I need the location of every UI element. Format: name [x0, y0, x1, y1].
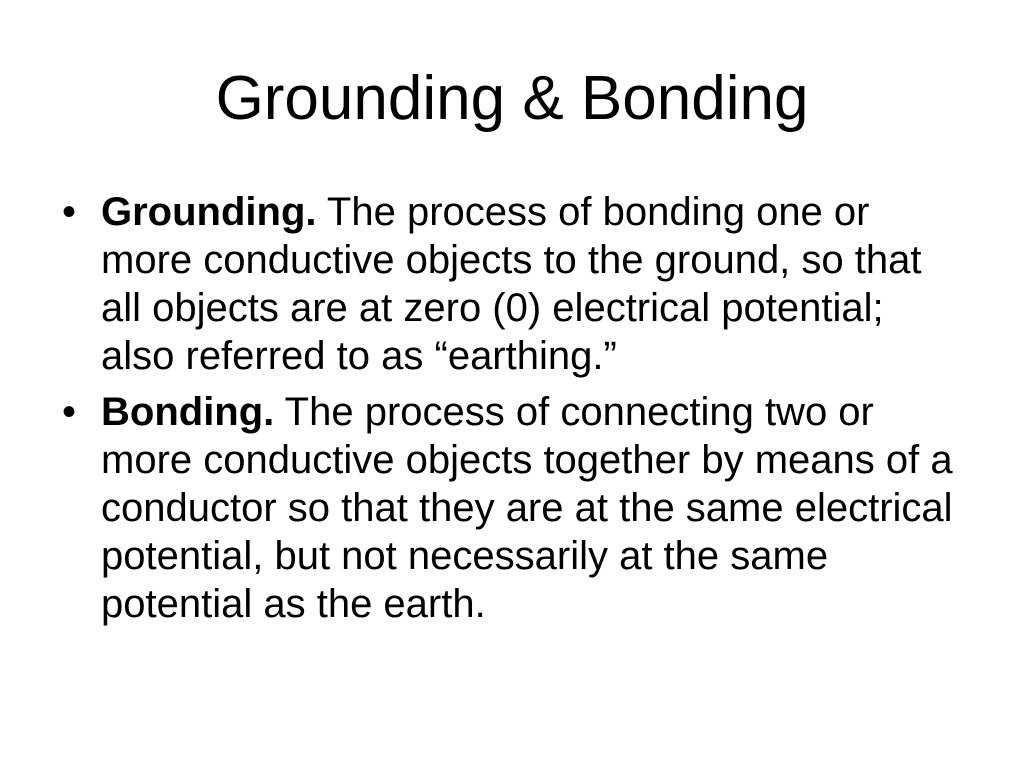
bullet-line: more conductive objects to the ground, so that: [101, 238, 922, 282]
bullet-item-bonding: [0, 388, 1024, 628]
bullet-marker: •: [62, 390, 77, 434]
bullet-line: potential as the earth.: [101, 582, 486, 626]
bullet-line: [101, 388, 1024, 436]
bullet-line-text: The process of connecting two or: [284, 390, 874, 434]
bullet-item-grounding: [0, 188, 1024, 380]
bullet-line: [101, 188, 1024, 236]
bullet-text: [101, 188, 1024, 380]
bullet-line-text: The process of bonding one or: [326, 190, 870, 234]
bullet-line: more conductive objects together by means of a: [101, 438, 953, 482]
bullet-text: [101, 388, 1024, 628]
bullet-term: Grounding.: [101, 190, 317, 234]
bullet-line: potential, but not necessarily at the same: [101, 534, 829, 578]
bullet-line: all objects are at zero (0) electrical potential;: [101, 286, 884, 330]
bullet-marker: •: [62, 190, 77, 234]
slide-title: Grounding & Bonding: [215, 64, 809, 133]
bullet-term: Bonding.: [101, 390, 275, 434]
bullet-line: also referred to as “earthing.”: [101, 334, 617, 378]
bullet-line: conductor so that they are at the same electrical: [101, 486, 953, 530]
bullet-list: [0, 188, 1024, 628]
